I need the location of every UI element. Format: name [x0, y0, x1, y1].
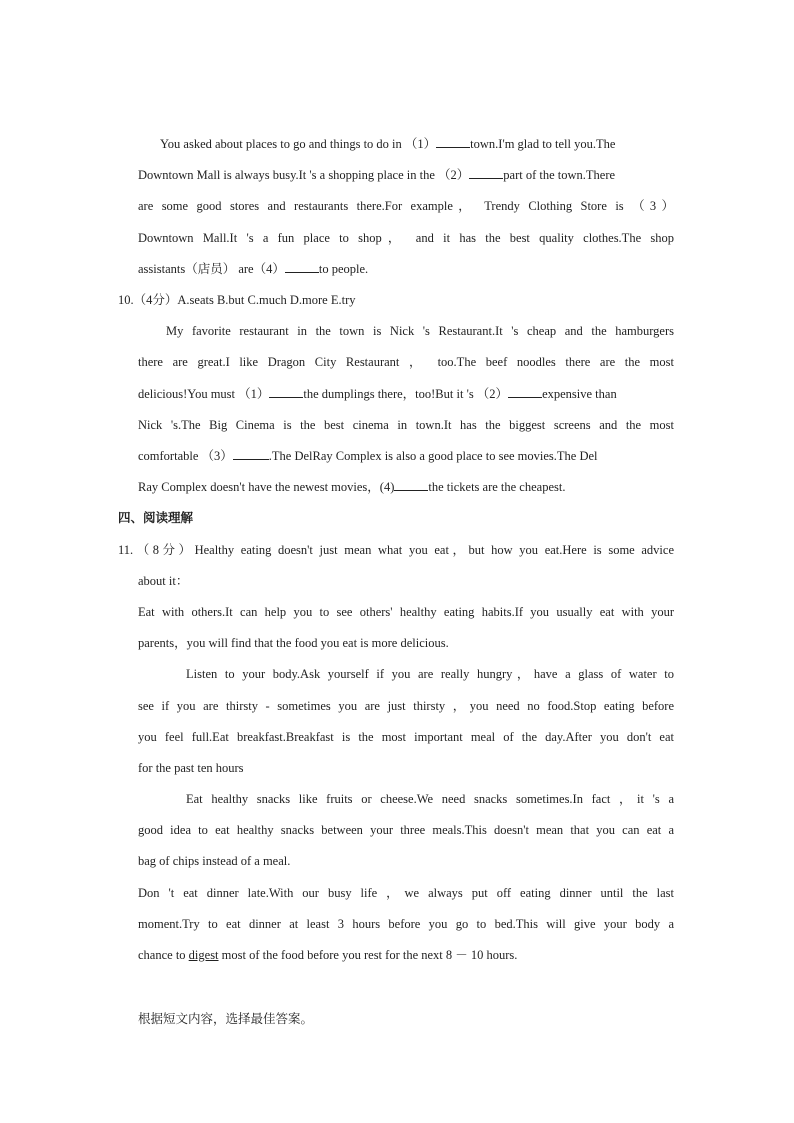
- blank[interactable]: [269, 386, 303, 398]
- q10-line-5: [138, 448, 674, 464]
- passage-a-line-1: [138, 136, 674, 152]
- underlined-word: digest: [188, 948, 219, 962]
- passage-a-line-5: [138, 261, 674, 277]
- q11-line-2: about it：: [138, 574, 189, 588]
- text: delicious!You must （1）: [138, 387, 270, 401]
- q10-line-1: My favorite restaurant in the town is Nick 's Restaurant.It 's cheap and the hamburgers: [166, 324, 674, 338]
- q11-line-8: for the past ten hours: [138, 761, 244, 775]
- q11-line-7: you feel full.Eat breakfast.Breakfast is the most important meal of the day.After you don't eat: [138, 730, 674, 744]
- text: .The DelRay Complex is also a good place to see movies.The Del: [268, 449, 598, 463]
- blank[interactable]: [394, 479, 428, 491]
- q11-instruction: 根据短文内容，选择最佳答案。: [138, 1011, 314, 1026]
- text: expensive than: [542, 387, 617, 401]
- q11-line-12: Don 't eat dinner late.With our busy life ，we always put off eating dinner until the last: [138, 886, 674, 900]
- passage-a-line-4: Downtown Mall.It 's a fun place to shop， and it has the best quality clothes.The shop: [138, 231, 674, 245]
- text: chance to: [138, 948, 186, 962]
- q11-line-5: Listen to your body.Ask yourself if you are really hungry，have a glass of water to: [186, 667, 674, 681]
- q11-line-6: see if you are thirsty - sometimes you are just thirsty ，you need no food.Stop eating before: [138, 699, 674, 713]
- q10-line-4: Nick 's.The Big Cinema is the best cinema in town.It has the biggest screens and the most: [138, 418, 674, 432]
- text: to people.: [318, 262, 369, 276]
- q11-line-3: Eat with others.It can help you to see others' healthy eating habits.If you usually eat with your: [138, 605, 674, 619]
- section-heading-reading: 四、阅读理解: [118, 510, 194, 525]
- text: comfortable （3）: [138, 449, 233, 463]
- question-11-header: 11.（8分）Healthy eating doesn't just mean what you eat，but how you eat.Here is some advice: [118, 543, 674, 557]
- q11-line-13: moment.Try to eat dinner at least 3 hours before you go to bed.This will give your body a: [138, 917, 674, 931]
- q11-line-14: [138, 947, 674, 963]
- q11-line-11: bag of chips instead of a meal.: [138, 854, 291, 868]
- blank[interactable]: [285, 261, 319, 273]
- q10-line-6: [138, 479, 674, 495]
- text: part of the town.There: [503, 168, 616, 182]
- text: You asked about places to go and things to do in （1）: [160, 137, 437, 151]
- q10-line-3: [138, 386, 674, 402]
- text: Ray Complex doesn't have the newest movies，(4): [138, 480, 395, 494]
- question-10-header: 10.（4分）A.seats B.but C.much D.more E.try: [118, 293, 356, 307]
- blank[interactable]: [233, 448, 269, 460]
- q11-line-9: Eat healthy snacks like fruits or cheese.We need snacks sometimes.In fact ，it 's a: [186, 792, 674, 806]
- q11-line-4: parents，you will find that the food you eat is more delicious.: [138, 636, 449, 650]
- q11-line-10: good idea to eat healthy snacks between your three meals.This doesn't mean that you can eat a: [138, 823, 674, 837]
- text: the dumplings there，too!But it 's （2）: [303, 387, 509, 401]
- text: assistants（店员） are（4）: [138, 262, 285, 276]
- passage-a-line-2: [138, 167, 674, 183]
- text: Downtown Mall is always busy.It 's a shopping place in the （2）: [138, 168, 470, 182]
- blank[interactable]: [469, 167, 503, 179]
- text: the tickets are the cheapest.: [428, 480, 566, 494]
- q10-line-2: there are great.I like Dragon City Restaurant ， too.The beef noodles there are the most: [138, 355, 674, 369]
- blank[interactable]: [508, 386, 542, 398]
- passage-a-line-3: are some good stores and restaurants there.For example， Trendy Clothing Store is （3）: [138, 199, 674, 213]
- blank[interactable]: [436, 136, 470, 148]
- text: town.I'm glad to tell you.The: [470, 137, 616, 151]
- text: most of the food before you rest for the next 8 － 10 hours.: [221, 948, 518, 962]
